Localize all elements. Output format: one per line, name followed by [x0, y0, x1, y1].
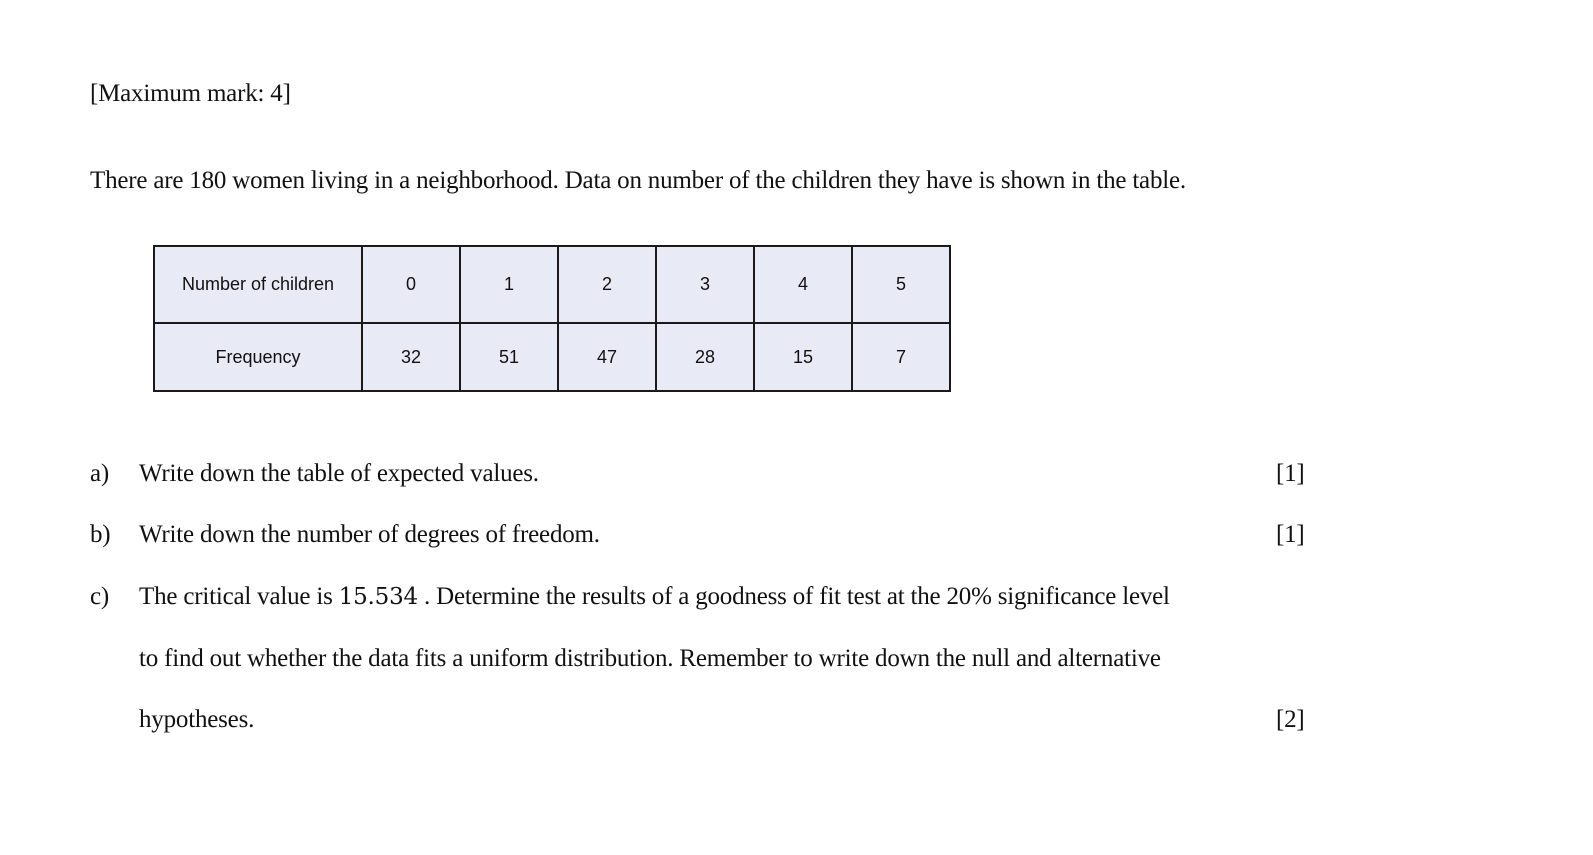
- question-c-label: c): [90, 583, 110, 610]
- frequency-table: [153, 245, 951, 392]
- table-cell: 3: [656, 246, 754, 323]
- question-c-line-1: [139, 583, 1170, 611]
- question-b-label: b): [90, 521, 111, 548]
- table-cell: 32: [362, 323, 460, 391]
- question-c-suffix: . Determine the results of a goodness of fit test at the 20% significance level: [417, 583, 1170, 610]
- question-a-text: Write down the table of expected values.: [139, 460, 539, 487]
- table-cell: 1: [460, 246, 558, 323]
- table-cell: 47: [558, 323, 656, 391]
- question-c-prefix: The critical value is: [139, 583, 339, 610]
- question-c-mark: [2]: [1276, 706, 1305, 733]
- question-c-line-2: to find out whether the data fits a uniform distribution. Remember to write down the null and alternative: [139, 645, 1161, 672]
- intro-paragraph: There are 180 women living in a neighborhood. Data on number of the children they have is shown in the table.: [90, 167, 1186, 194]
- question-b-text: Write down the number of degrees of freedom.: [139, 521, 600, 548]
- table-cell: 7: [852, 323, 950, 391]
- table-row-frequency: [154, 323, 950, 391]
- critical-value: 15.534: [338, 584, 418, 610]
- maximum-mark: [Maximum mark: 4]: [90, 80, 291, 107]
- question-b-mark: [1]: [1276, 521, 1305, 548]
- question-a-mark: [1]: [1276, 460, 1305, 487]
- table-cell: 0: [362, 246, 460, 323]
- table-cell: 5: [852, 246, 950, 323]
- question-c-line-3: hypotheses.: [139, 706, 255, 733]
- question-a-label: a): [90, 460, 110, 487]
- row-header: Number of children: [154, 246, 362, 323]
- table-cell: 2: [558, 246, 656, 323]
- table-cell: 4: [754, 246, 852, 323]
- table-cell: 28: [656, 323, 754, 391]
- table-cell: 15: [754, 323, 852, 391]
- table-cell: 51: [460, 323, 558, 391]
- row-header: Frequency: [154, 323, 362, 391]
- table-row-number-of-children: [154, 246, 950, 323]
